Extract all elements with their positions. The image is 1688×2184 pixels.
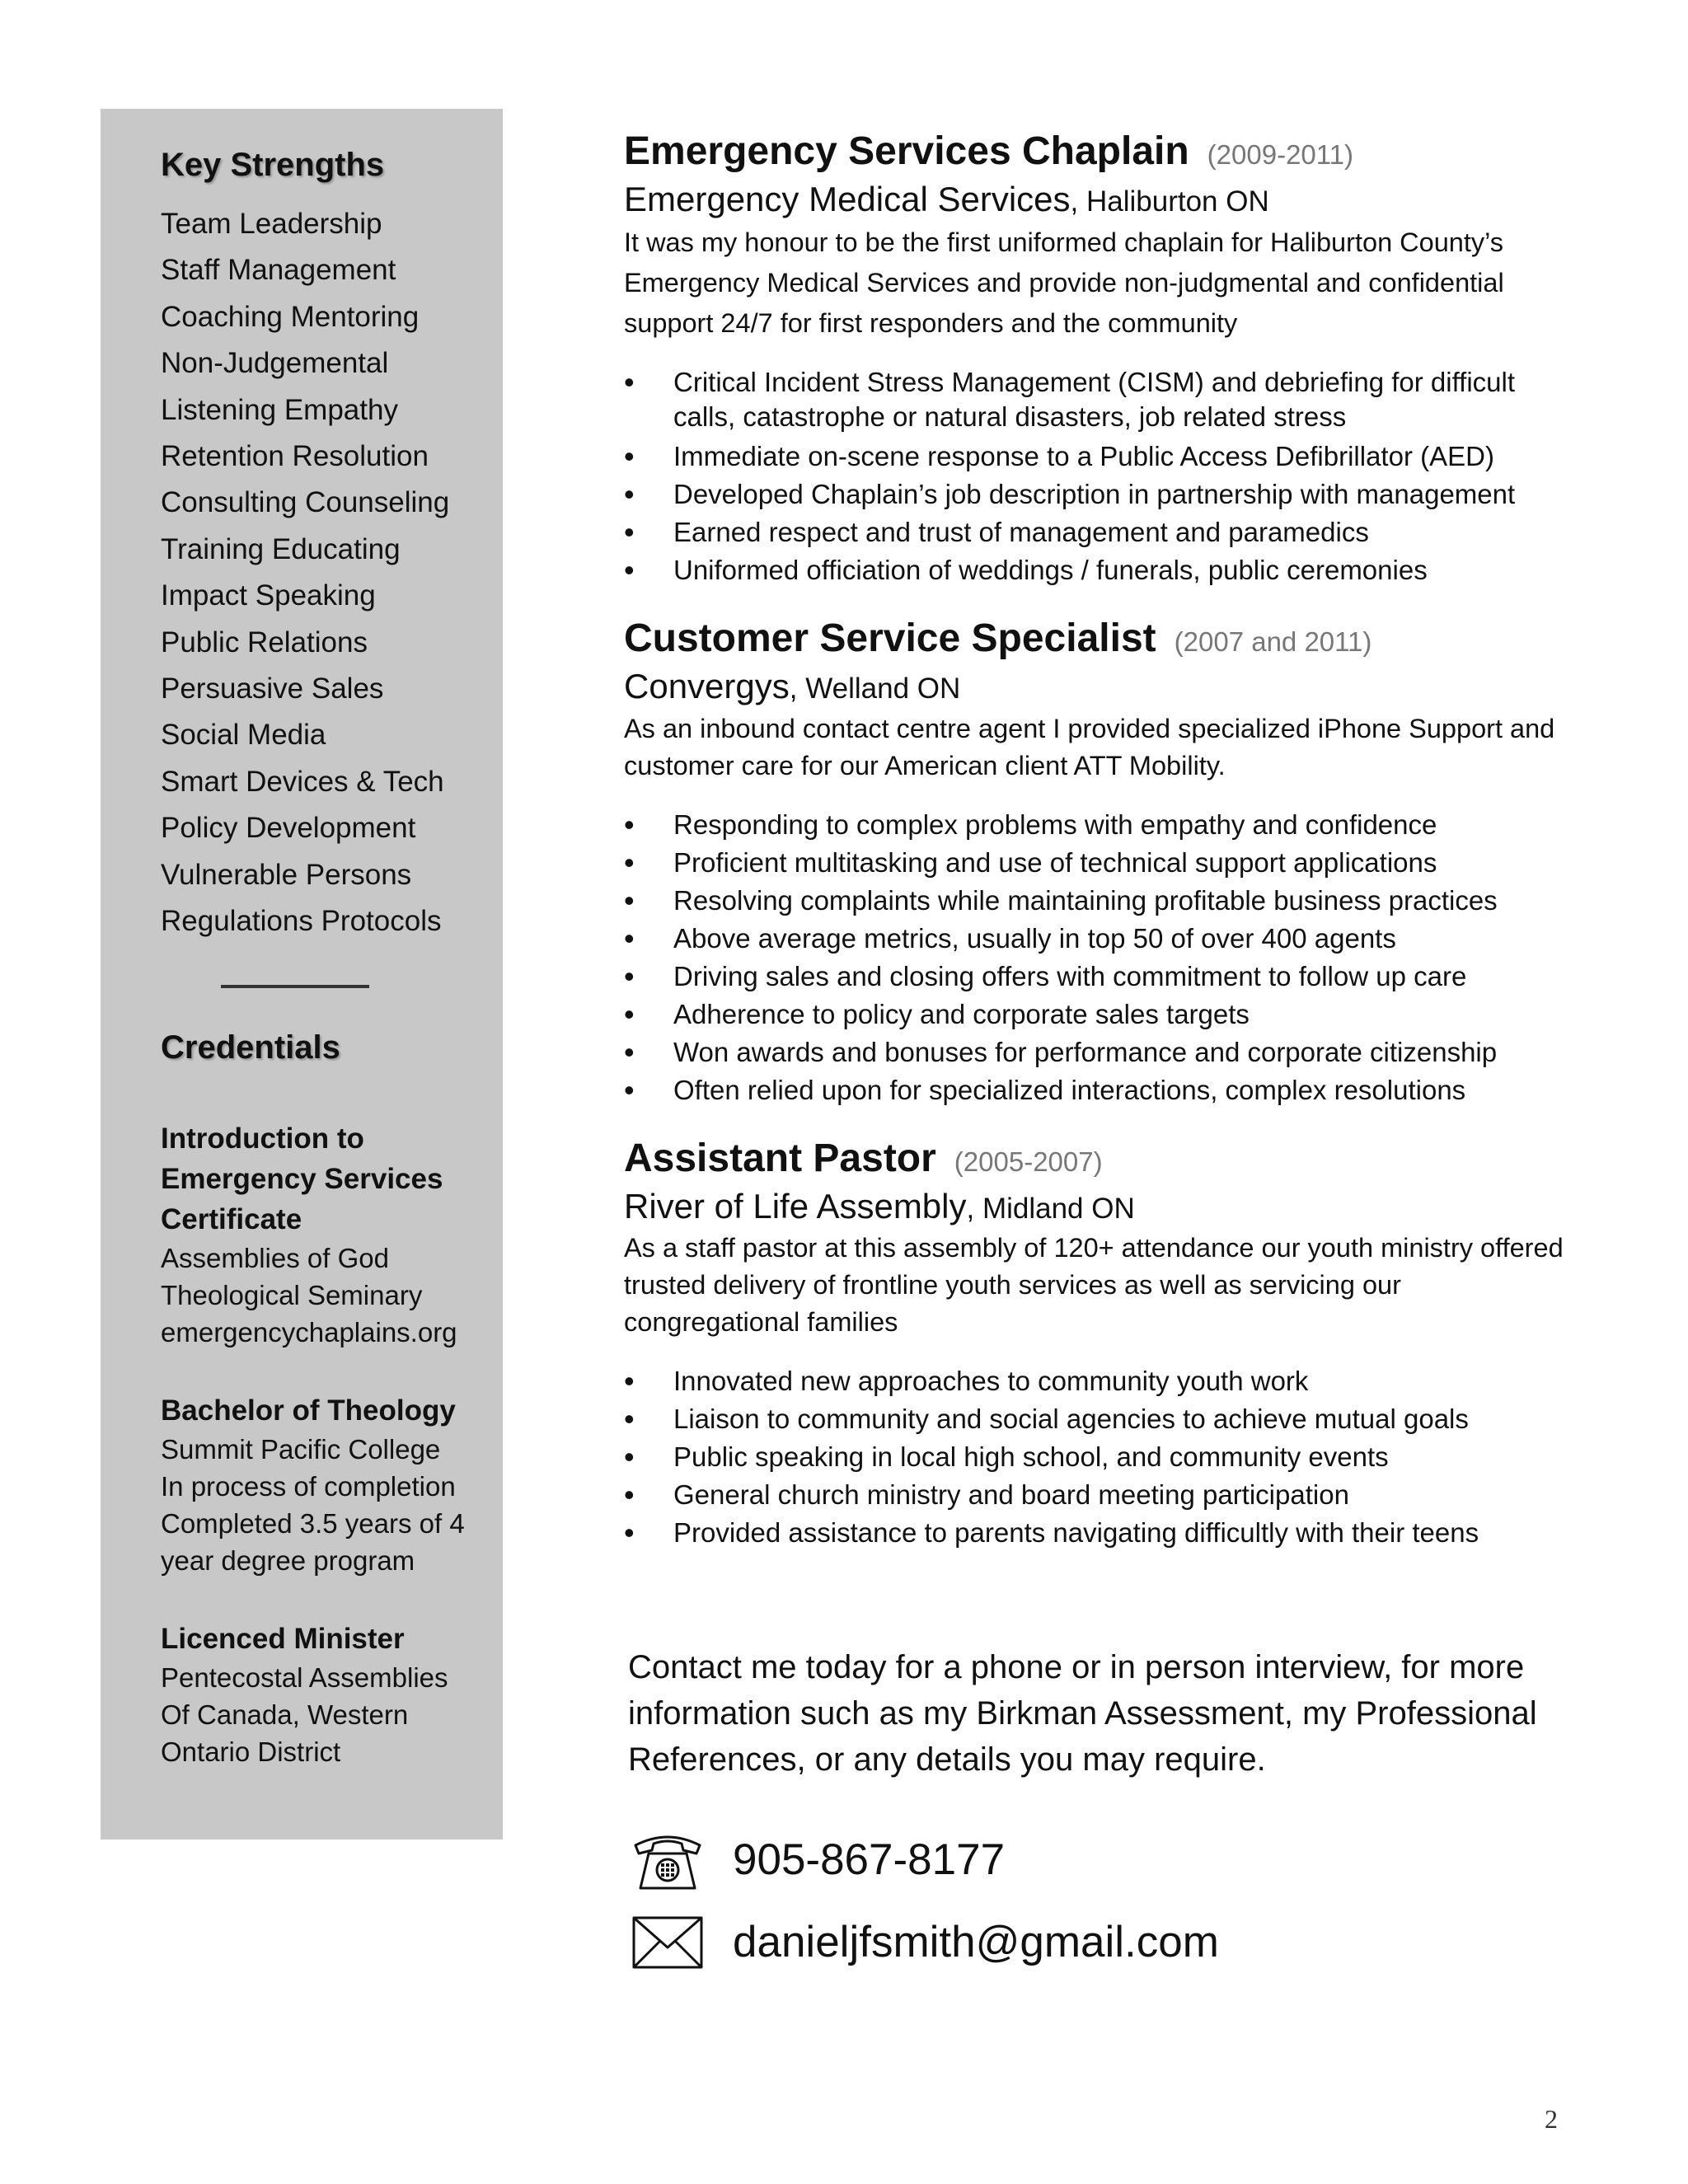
bullet-item: • General church ministry and board meeting participation [624,1476,1580,1514]
sidebar [101,109,503,1840]
phone-row [631,1827,1580,1893]
job-bullets [624,365,1580,589]
strength-item: Policy Development [161,812,416,845]
credential-title: Emergency Services [161,1162,443,1195]
job-bullets [624,1362,1580,1552]
credential-line: Completed 3.5 years of 4 [161,1507,465,1539]
strength-item: Coaching Mentoring [161,300,420,333]
envelope-icon [631,1910,705,1975]
sidebar-divider [221,985,369,988]
bullet-item: • Innovated new approaches to community youth work [624,1362,1580,1400]
credential-title: Licenced Minister [161,1622,405,1655]
organization-name: Convergys [624,667,790,706]
job-title: Assistant Pastor [624,1136,936,1180]
organization-name: River of Life Assembly [624,1186,967,1226]
strength-item: Training Educating [161,532,401,565]
credential-line: year degree program [161,1544,415,1576]
job-dates: (2005-2007) [954,1146,1103,1177]
credential-licenced-minister [161,1619,480,1770]
job-description: As a staff pastor at this assembly of 120+ attendance our youth ministry offered trusted delivery of frontline youth services as well as servicing our congregational families [624,1232,1564,1337]
credential-intro-emergency-services [161,1118,480,1351]
credential-line: Theological Seminary [161,1279,423,1310]
job-emergency-services-chaplain [624,129,1580,589]
strength-item: Team Leadership [161,208,382,240]
bullet-item: • Adherence to policy and corporate sales targets [624,996,1580,1033]
email-row [631,1910,1580,1975]
bullet-item: • Earned respect and trust of management and paramedics [624,513,1580,551]
job-title-row [624,1136,1580,1180]
organization-location: , Welland ON [789,673,961,705]
job-title: Customer Service Specialist [624,616,1156,661]
credential-title: Bachelor of Theology [161,1394,456,1427]
bullet-item: • Proficient multitasking and use of technical support applications [624,844,1580,882]
key-strengths-heading: Key Strengths [161,147,385,183]
strength-item: Listening Empathy [161,393,398,426]
bullet-item: • Liaison to community and social agencies to achieve mutual goals [624,1400,1580,1438]
job-dates: (2009-2011) [1207,139,1354,170]
strength-item: Persuasive Sales [161,673,384,705]
job-bullets [624,806,1580,1109]
strength-item: Public Relations [161,626,368,658]
contact-invitation: Contact me today for a phone or in person interview, for more information such as my Birkman Assessment, my Professional References, or any details you may require. [628,1648,1537,1778]
strength-item: Smart Devices & Tech [161,765,444,798]
bullet-item: • Provided assistance to parents navigating difficultly with their teens [624,1514,1580,1552]
bullet-item: • Uniformed officiation of weddings / funerals, public ceremonies [624,551,1580,589]
organization-location: , Haliburton ON [1070,185,1269,218]
bullet-item: • Immediate on-scene response to a Public Access Defibrillator (AED) [624,438,1580,476]
bullet-item: • Public speaking in local high school, and community events [624,1438,1580,1476]
strengths-list [161,201,480,945]
page-number: 2 [1545,2104,1558,2134]
job-title-row [624,129,1580,173]
organization-location: , Midland ON [966,1192,1135,1225]
strength-item: Consulting Counseling [161,486,450,519]
strength-item: Retention Resolution [161,440,429,473]
bullet-item: • Developed Chaplain’s job description in partnership with management [624,476,1580,513]
strength-item: Regulations Protocols [161,905,442,938]
bullet-item: • Driving sales and closing offers with commitment to follow up care [624,958,1580,996]
job-customer-service-specialist [624,616,1580,1108]
job-description: It was my honour to be the first uniformed chaplain for Haliburton County’s Emergency Medical Services and provide non-judgmental and confidential support 24/7 for first responders and the community [624,227,1504,339]
bullet-item: • Responding to complex problems with empathy and confidence [624,806,1580,844]
bullet-item: • Resolving complaints while maintaining profitable business practices [624,882,1580,920]
strength-item: Staff Management [161,254,396,287]
credentials-heading: Credentials [161,1029,340,1066]
strength-item: Vulnerable Persons [161,858,412,891]
credential-line: Summit Pacific College [161,1433,441,1465]
organization-name: Emergency Medical Services [624,180,1071,218]
strength-item: Non-Judgemental [161,347,389,380]
credential-title: Certificate [161,1202,302,1235]
job-assistant-pastor [624,1136,1580,1552]
credential-line: emergencychaplains.org [161,1316,457,1347]
credential-line: Ontario District [161,1736,341,1767]
job-title-row [624,616,1580,661]
organization-row [624,1187,1580,1226]
job-dates: (2007 and 2011) [1174,626,1372,658]
bullet-item: • Won awards and bonuses for performance and corporate citizenship [624,1033,1580,1071]
credential-line: Pentecostal Assemblies [161,1661,448,1693]
bullet-item: • Critical Incident Stress Management (CISM) and debriefing for difficult calls, catastrophe or natural disasters, job related stress [624,365,1580,434]
credential-line: Assemblies of God [161,1242,389,1273]
organization-row [624,180,1580,219]
bullet-item: • Above average metrics, usually in top 50 of over 400 agents [624,920,1580,958]
telephone-icon [631,1827,705,1893]
job-description: As an inbound contact centre agent I provided specialized iPhone Support and customer care for our American client ATT Mobility. [624,713,1555,780]
job-title: Emergency Services Chaplain [624,129,1189,173]
credential-title: Introduction to [161,1122,364,1155]
organization-row [624,667,1580,706]
phone-number[interactable]: 905-867-8177 [733,1835,1006,1885]
credential-line: Of Canada, Western [161,1699,409,1730]
bullet-item: • Often relied upon for specialized interactions, complex resolutions [624,1071,1580,1109]
experience-column [624,129,1580,1975]
strength-item: Social Media [161,719,326,752]
strength-item: Impact Speaking [161,579,376,612]
credential-line: In process of completion [161,1470,456,1502]
email-address[interactable]: danieljfsmith@gmail.com [733,1918,1219,1967]
credential-bachelor-theology [161,1390,480,1579]
